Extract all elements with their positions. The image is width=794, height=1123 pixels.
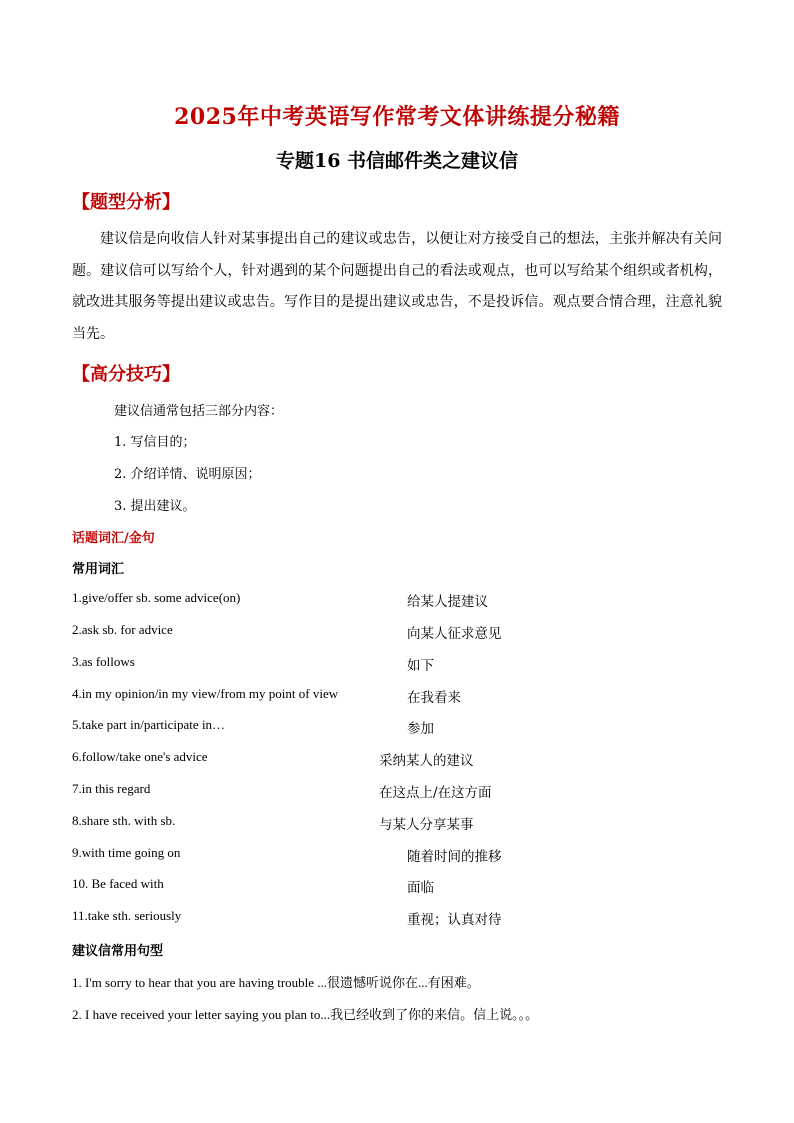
sentence-item: 2. I have received your letter saying you plan to...我已经收到了你的来信。信上说。。。 bbox=[72, 1007, 539, 1022]
vocab-zh: 与某人分享某事 bbox=[379, 817, 474, 833]
tips-item-2: 2. 介绍详情、说明原因； bbox=[114, 467, 261, 482]
vocab-zh: 给某人提建议 bbox=[407, 594, 488, 610]
sentences-label: 建议信常用句型 bbox=[72, 944, 164, 959]
document-title: 2025年中考英语写作常考文体讲练提分秘籍 bbox=[174, 104, 620, 130]
section-heading-tips: 【高分技巧】 bbox=[72, 364, 180, 385]
analysis-paragraph: 建议信是向收信人针对某事提出自己的建议或忠告，以便让对方接受自己的想法，主张并解决有关问题。建议信可以写给个人，针对遇到的某个问题提出自己的看法或观点，也可以写给某个组织或者机构，就改进其服务等提出建议或忠告。写作目的是提出建议或忠告，不是投诉信。观点要合情合理，注意礼貌当先。 bbox=[72, 231, 722, 342]
vocab-en: 4.in my opinion/in my view/from my point of view bbox=[72, 686, 339, 701]
vocab-zh: 随着时间的推移 bbox=[407, 849, 502, 865]
topic-label: 话题词汇/金句 bbox=[72, 531, 155, 546]
vocab-en: 8.share sth. with sb. bbox=[72, 813, 176, 828]
tips-item-1: 1. 写信目的； bbox=[114, 435, 196, 450]
vocab-en: 9.with time going on bbox=[72, 845, 181, 860]
vocab-en: 7.in this regard bbox=[72, 781, 151, 796]
vocab-zh: 参加 bbox=[407, 721, 434, 737]
vocab-zh: 面临 bbox=[407, 880, 434, 896]
vocab-zh: 向某人征求意见 bbox=[407, 626, 502, 642]
vocab-zh: 如下 bbox=[407, 658, 434, 674]
vocab-en: 2.ask sb. for advice bbox=[72, 622, 173, 637]
vocab-en: 3.as follows bbox=[72, 654, 135, 669]
section-heading-analysis: 【题型分析】 bbox=[72, 192, 180, 213]
document-subtitle: 专题16 书信邮件类之建议信 bbox=[275, 150, 519, 172]
vocab-en: 1.give/offer sb. some advice(on) bbox=[72, 590, 241, 605]
sentence-item: 1. I'm sorry to hear that you are having trouble ...很遗憾听说你在...有困难。 bbox=[72, 975, 480, 990]
vocab-zh: 重视；认真对待 bbox=[407, 912, 502, 928]
tips-intro: 建议信通常包括三部分内容： bbox=[114, 404, 284, 419]
vocab-en: 11.take sth. seriously bbox=[72, 908, 182, 923]
vocab-en: 5.take part in/participate in… bbox=[72, 717, 226, 732]
vocab-label: 常用词汇 bbox=[72, 562, 125, 577]
vocab-en: 10. Be faced with bbox=[72, 876, 164, 891]
vocab-zh: 采纳某人的建议 bbox=[379, 753, 474, 769]
vocab-zh: 在这点上/在这方面 bbox=[379, 785, 492, 801]
vocab-zh: 在我看来 bbox=[407, 690, 461, 706]
vocab-en: 6.follow/take one's advice bbox=[72, 749, 208, 764]
tips-item-3: 3. 提出建议。 bbox=[114, 499, 196, 514]
